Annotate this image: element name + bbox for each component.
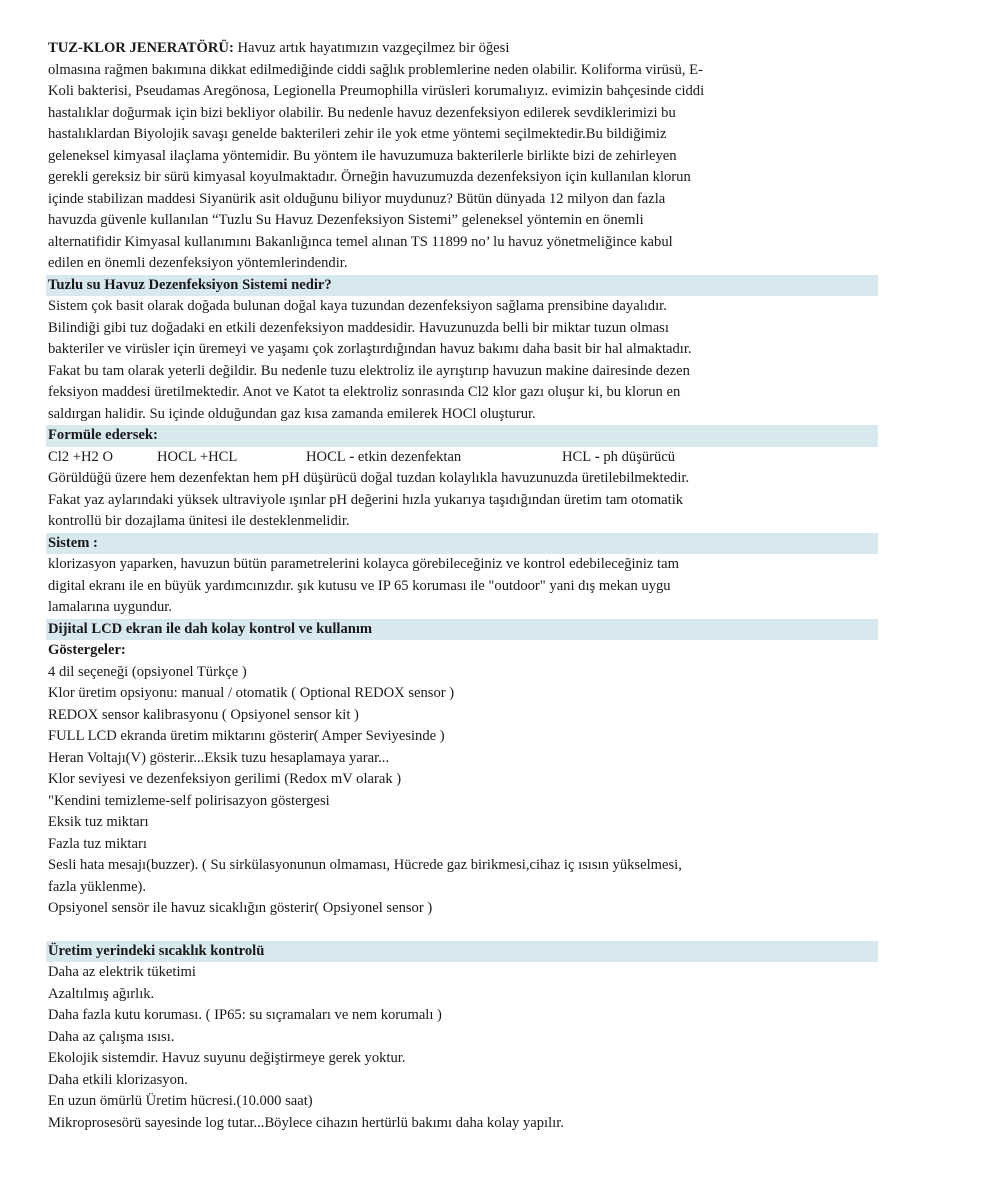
paragraph-line: hastalıklardan Biyolojik savaşı genelde bakterileri zehir ile yok etme yöntemi seçilmektedir.Bu bildiğimiz xyxy=(48,126,667,142)
section-heading-tuzlu-su: Tuzlu su Havuz Dezenfeksiyon Sistemi nedir? xyxy=(46,275,878,297)
paragraph-line: gerekli gereksiz bir sürü kimyasal koyulmaktadır. Örneğin havuzumuzda dezenfeksiyon için kullanılan klorun xyxy=(48,169,691,185)
list-item: 4 dil seçeneği (opsiyonel Türkçe ) xyxy=(48,663,247,680)
list-item: fazla yüklenme). xyxy=(48,878,147,895)
section-heading-sistem: Sistem : xyxy=(46,533,878,555)
paragraph-line: digital ekranı ile en büyük yardımcınızdır. şık kutusu ve IP 65 koruması ile "outdoor" yani dış mekan uygu xyxy=(48,577,671,594)
list-item: Mikroprosesörü sayesinde log tutar...Böylece cihazın hertürlü bakımı daha kolay yapılır. xyxy=(48,1114,564,1131)
paragraph-line: Sistem çok basit olarak doğada bulunan doğal kaya tuzundan dezenfeksiyon sağlama prensibine dayalıdır. xyxy=(48,298,667,314)
list-item: Opsiyonel sensör ile havuz sicaklığın gösterir( Opsiyonel sensor ) xyxy=(48,900,433,916)
paragraph-line: olmasına rağmen bakımına dikkat edilmediğinde ciddi sağlık problemlerine neden olabilir. Koliforma virüsü, E- xyxy=(48,61,703,78)
list-item: Sesli hata mesajı(buzzer). ( Su sirkülasyonunun olmaması, Hücrede gaz birikmesi,cihaz iç ısısın yükselmesi, xyxy=(48,857,682,873)
formula-hocl-dash: - xyxy=(345,448,358,465)
paragraph-line: edilen en önemli dezenfeksiyon yöntemlerindendir. xyxy=(48,255,348,271)
list-item: Ekolojik sistemdir. Havuz suyunu değiştirmeye gerek yoktur. xyxy=(48,1050,406,1066)
list-item: En uzun ömürlü Üretim hücresi.(10.000 saat) xyxy=(48,1093,313,1109)
formula-hocl-term: HOCL xyxy=(306,448,346,465)
document-body xyxy=(48,38,878,1134)
list-item: Daha etkili klorizasyon. xyxy=(48,1071,188,1088)
paragraph-line: lamalarına uygundur. xyxy=(48,599,173,615)
paragraph-line: geleneksel kimyasal ilaçlama yöntemidir. Bu yöntem ile havuzumuza bakterilerle birlikte bizi de zehirleyen xyxy=(48,147,677,164)
formula-hcl-desc: ph düşürücü xyxy=(603,448,676,465)
list-item: "Kendini temizleme-self polirisazyon göstergesi xyxy=(48,792,330,809)
formula-hcl xyxy=(562,447,675,469)
intro-first-line xyxy=(48,38,878,60)
list-item: Klor üretim opsiyonu: manual / otomatik ( Optional REDOX sensor ) xyxy=(48,685,455,701)
paragraph-line: bakteriler ve virüsler için üremeyi ve yaşamı çok zorlaştırdığından havuz bakımı daha basit bir hal almaktadır. xyxy=(48,341,692,357)
list-item: Heran Voltajı(V) gösterir...Eksik tuzu hesaplamaya yarar... xyxy=(48,749,390,766)
paragraph-line: hastalıklar doğurmak için bizi bekliyor olabilir. Bu nedenle havuz dezenfeksiyon edilerek sevdiklerimizi bu xyxy=(48,104,676,121)
formula-reactants: Cl2 +H2 O xyxy=(48,448,113,465)
section-heading-formule: Formüle edersek: xyxy=(46,425,878,447)
section-heading-dijital-lcd: Dijital LCD ekran ile dah kolay kontrol ve kullanım xyxy=(46,619,878,641)
paragraph-line: Fakat bu tam olarak yeterli değildir. Bu nedenle tuzu elektroliz ile ayrıştırıp havuzun makine dairesinde dezen xyxy=(48,362,690,379)
list-item: REDOX sensor kalibrasyonu ( Opsiyonel sensor kit ) xyxy=(48,706,359,723)
section-heading-sicaklik: Üretim yerindeki sıcaklık kontrolü xyxy=(46,941,878,963)
list-item: Azaltılmış ağırlık. xyxy=(48,985,155,1002)
intro-first-line-text: Havuz artık hayatımızın vazgeçilmez bir öğesi xyxy=(233,40,510,56)
formula-hcl-dash: - xyxy=(591,448,604,465)
paragraph-line: Koli bakterisi, Pseudamas Aregönosa, Legionella Preumophilla virüsleri korumalıyız. evimizin bahçesinde ciddi xyxy=(48,83,705,99)
list-item: Daha az çalışma ısısı. xyxy=(48,1028,175,1045)
list-item: Eksik tuz miktarı xyxy=(48,814,149,830)
list-item: FULL LCD ekranda üretim miktarını gösterir( Amper Seviyesinde ) xyxy=(48,728,445,744)
section-spacer xyxy=(48,920,878,941)
formula-hcl-term: HCL xyxy=(562,448,592,465)
intro-heading: TUZ-KLOR JENERATÖRÜ: xyxy=(48,40,234,56)
list-item: Klor seviyesi ve dezenfeksiyon gerilimi (Redox mV olarak ) xyxy=(48,771,402,787)
paragraph-line: kontrollü bir dozajlama ünitesi ile desteklenmelidir. xyxy=(48,513,350,529)
list-item: Daha fazla kutu koruması. ( IP65: su sıçramaları ve nem korumalı ) xyxy=(48,1007,442,1023)
paragraph-line: alternatifidir Kimyasal kullanımını Bakanlığınca temel alınan TS 11899 no’ lu havuz yönetmeliğince kabul xyxy=(48,233,673,250)
paragraph-line: Görüldüğü üzere hem dezenfektan hem pH düşürücü doğal tuzdan kolaylıkla havuzunuzda üretilebilmektedir. xyxy=(48,470,690,486)
paragraph-line: klorizasyon yaparken, havuzun bütün parametrelerini kolayca görebileceğiniz ve kontrol edebileceğiniz tam xyxy=(48,556,679,572)
paragraph-line: Bilindiği gibi tuz doğadaki en etkili dezenfeksiyon maddesidir. Havuzunuzda belli bir miktar tuzun olması xyxy=(48,319,669,336)
paragraph-line: saldırgan halidir. Su içinde olduğundan gaz kısa zamanda emilerek HOCl oluşturur. xyxy=(48,405,536,422)
formula-hocl-desc: etkin dezenfektan xyxy=(357,448,462,465)
formula-line xyxy=(48,447,878,469)
paragraph-line: feksiyon maddesi üretilmektedir. Anot ve Katot ta elektroliz sonrasında Cl2 klor gazı oluşur ki, bu klorun en xyxy=(48,384,681,400)
formula-hocl xyxy=(306,447,461,469)
paragraph-line: havuzda güvenle kullanılan “Tuzlu Su Havuz Dezenfeksiyon Sistemi” geleneksel yöntemin en önemli xyxy=(48,212,644,228)
list-item: Daha az elektrik tüketimi xyxy=(48,964,196,980)
list-item: Fazla tuz miktarı xyxy=(48,835,147,852)
paragraph-line: içinde stabilizan maddesi Siyanürik asit olduğunu biliyor muydunuz? Bütün dünyada 12 milyon dan fazla xyxy=(48,190,666,207)
subheading-gostergeler: Göstergeler: xyxy=(48,642,126,658)
paragraph-line: Fakat yaz aylarındaki yüksek ultraviyole ışınlar pH değerini hızla yukarıya taşıdığından üretim tam otomatik xyxy=(48,491,684,508)
formula-products: HOCL +HCL xyxy=(157,448,238,465)
